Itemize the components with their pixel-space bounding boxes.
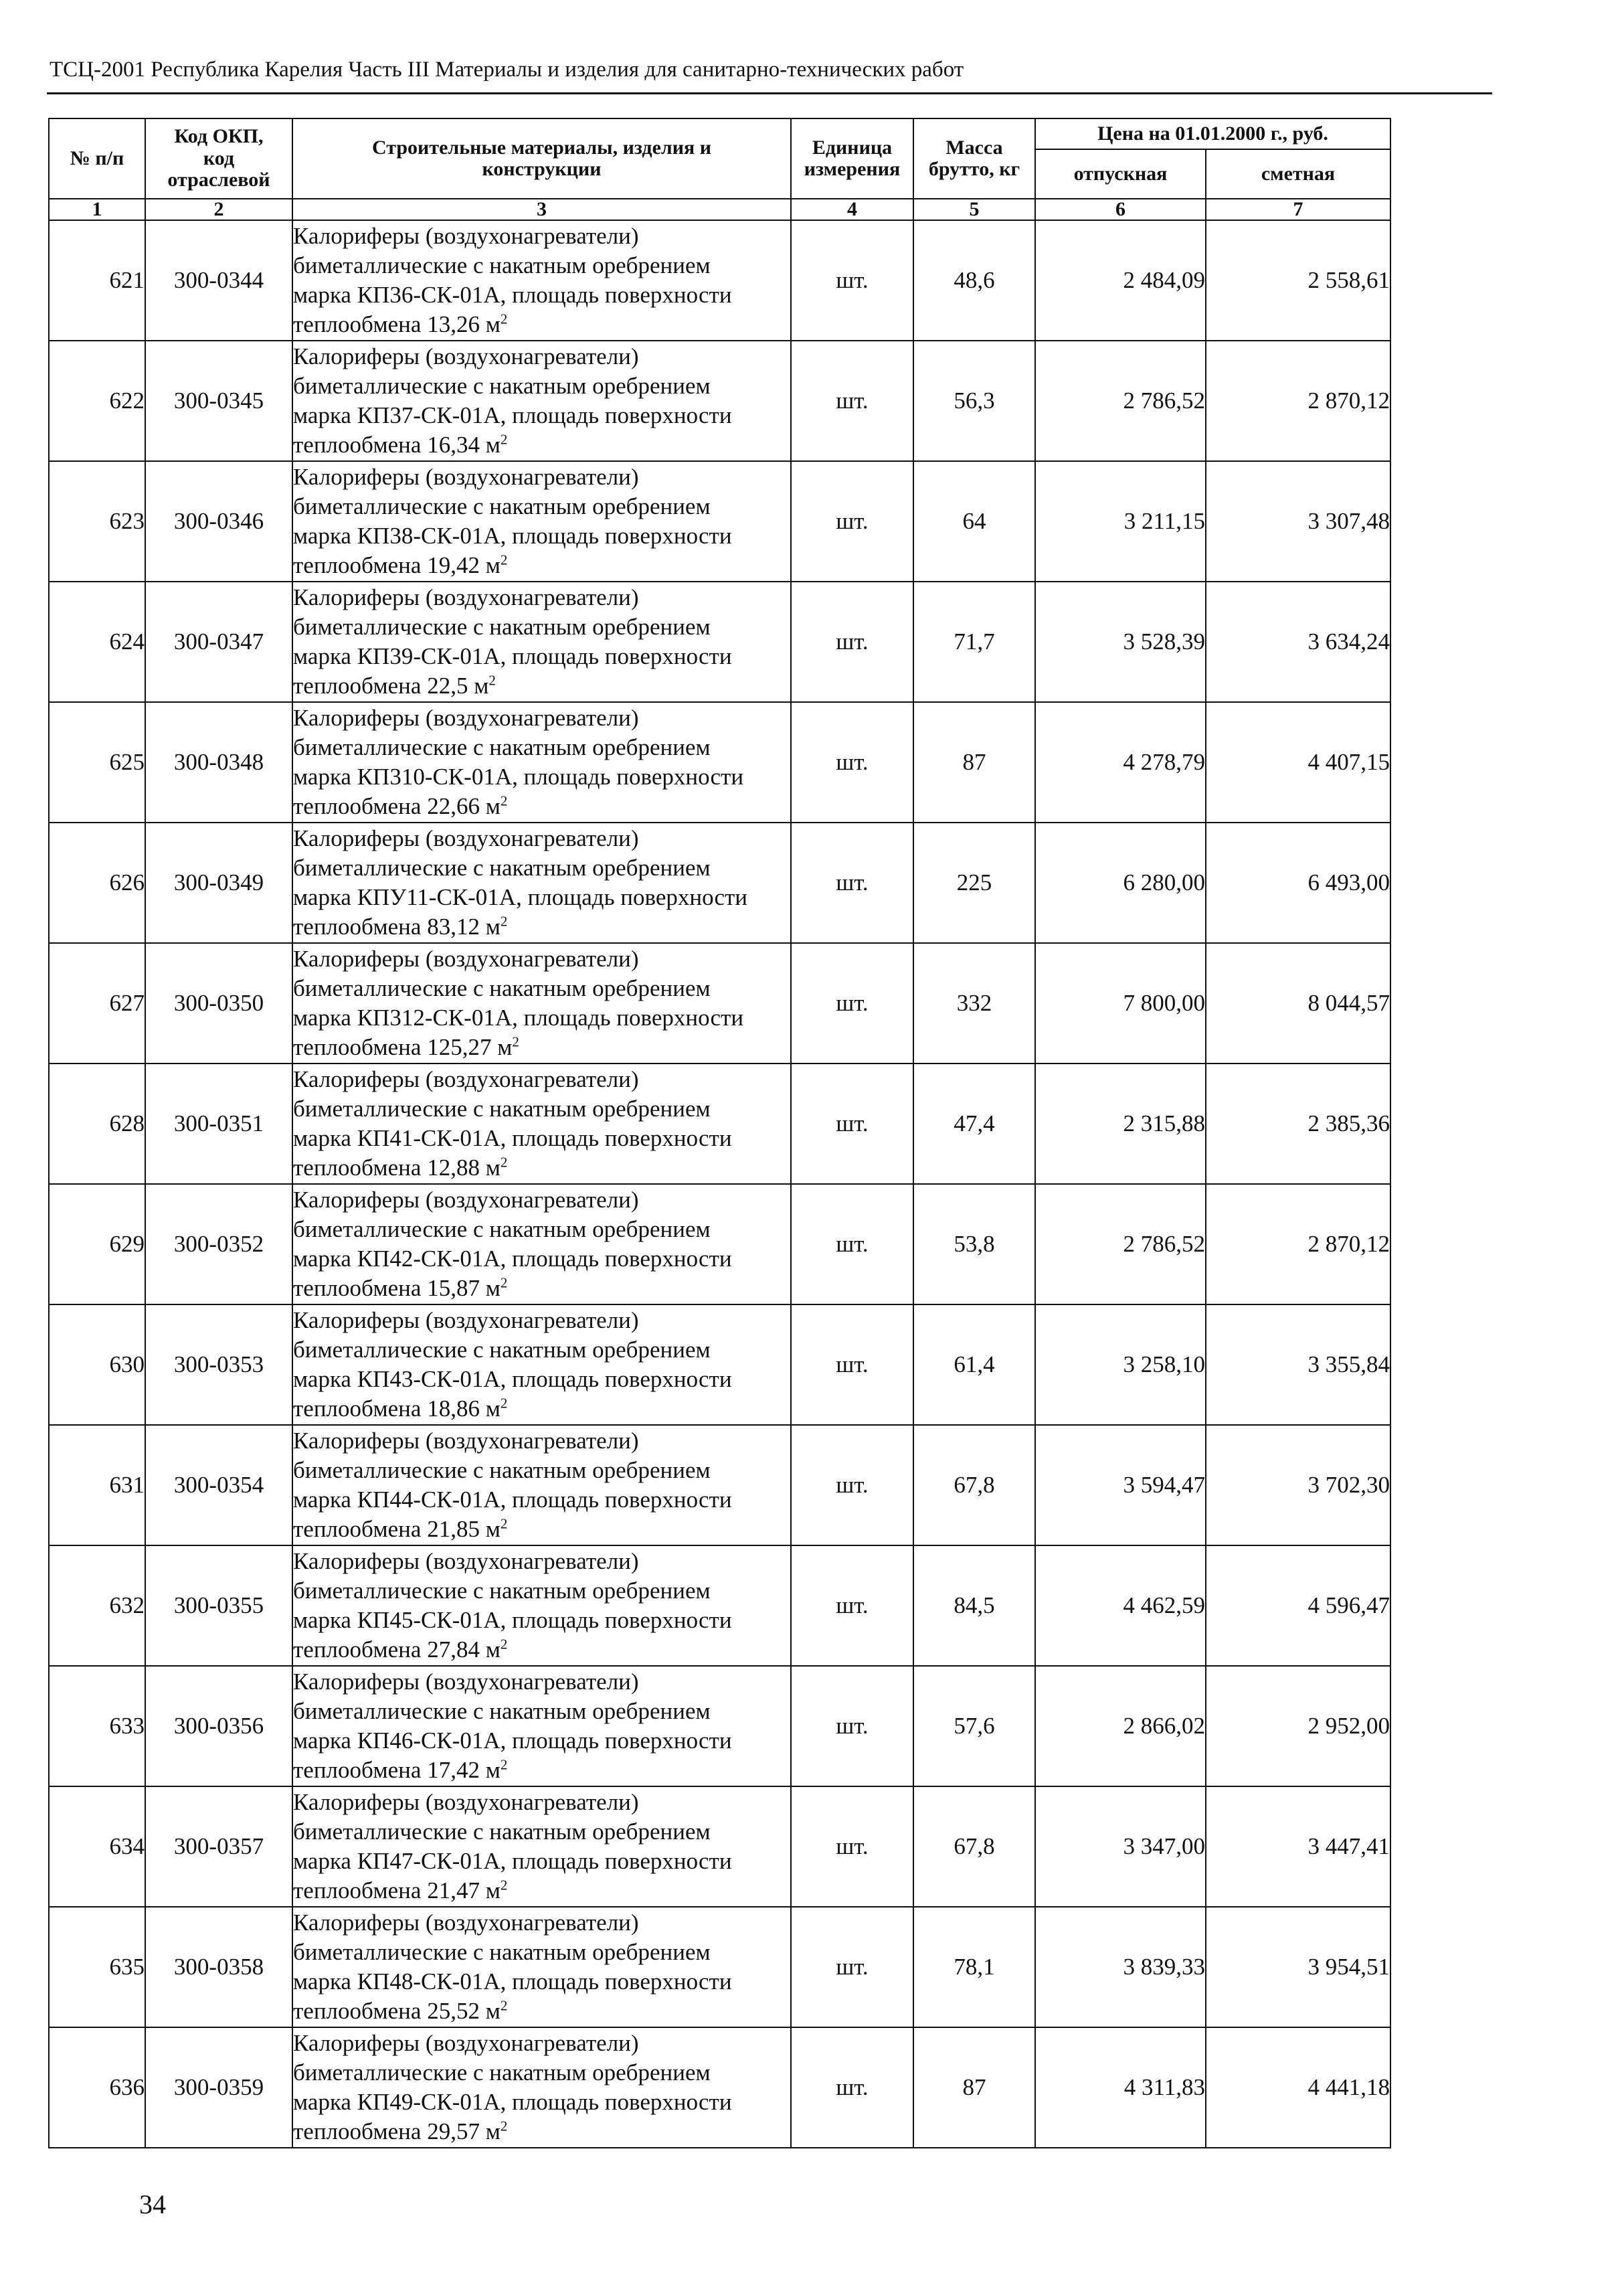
material-description: Калориферы (воздухонагреватели) биметаллические с накатным оребрением марка КП42-СК-01А, площадь поверхности теплообмена 15,87 $м^2$ xyxy=(292,1184,791,1304)
okp-code: 300-0359 xyxy=(145,2027,292,2148)
unit-of-measure: шт. xyxy=(791,461,913,582)
row-number: 628 xyxy=(49,1064,145,1184)
header-unit: Единица измерения xyxy=(791,118,913,199)
release-price: 3 258,10 xyxy=(1035,1304,1206,1425)
row-number: 635 xyxy=(49,1907,145,2027)
table-row xyxy=(49,1425,1390,1545)
header-price-group: Цена на 01.01.2000 г., руб. xyxy=(1035,118,1390,149)
header-num: № п/п xyxy=(49,118,145,199)
unit-of-measure: шт. xyxy=(791,943,913,1064)
unit-of-measure: шт. xyxy=(791,1184,913,1304)
row-number: 632 xyxy=(49,1545,145,1666)
gross-mass: 71,7 xyxy=(913,582,1035,702)
unit-of-measure: шт. xyxy=(791,1907,913,2027)
gross-mass: 53,8 xyxy=(913,1184,1035,1304)
column-number-row xyxy=(49,199,1390,220)
header-rule xyxy=(47,92,1492,94)
row-number: 622 xyxy=(49,341,145,461)
table-row xyxy=(49,582,1390,702)
column-number: 7 xyxy=(1206,199,1390,220)
material-description: Калориферы (воздухонагреватели) биметаллические с накатным оребрением марка КП41-СК-01А, площадь поверхности теплообмена 12,88 $м^2$ xyxy=(292,1064,791,1184)
estimate-price: 6 493,00 xyxy=(1206,823,1390,943)
release-price: 3 839,33 xyxy=(1035,1907,1206,2027)
material-description: Калориферы (воздухонагреватели) биметаллические с накатным оребрением марка КП310-СК-01А, площадь поверхности теплообмена 22,66 $м^2$ xyxy=(292,702,791,823)
release-price: 3 528,39 xyxy=(1035,582,1206,702)
okp-code: 300-0347 xyxy=(145,582,292,702)
release-price: 2 866,02 xyxy=(1035,1666,1206,1786)
release-price: 2 315,88 xyxy=(1035,1064,1206,1184)
material-description: Калориферы (воздухонагреватели) биметаллические с накатным оребрением марка КП43-СК-01А, площадь поверхности теплообмена 18,86 $м^2$ xyxy=(292,1304,791,1425)
table-row xyxy=(49,341,1390,461)
estimate-price: 2 870,12 xyxy=(1206,341,1390,461)
header-material: Строительные материалы, изделия и конструкции xyxy=(292,118,791,199)
table-row xyxy=(49,1064,1390,1184)
estimate-price: 4 407,15 xyxy=(1206,702,1390,823)
gross-mass: 67,8 xyxy=(913,1786,1035,1907)
release-price: 3 211,15 xyxy=(1035,461,1206,582)
estimate-price: 3 355,84 xyxy=(1206,1304,1390,1425)
unit-of-measure: шт. xyxy=(791,341,913,461)
row-number: 627 xyxy=(49,943,145,1064)
gross-mass: 84,5 xyxy=(913,1545,1035,1666)
table-row xyxy=(49,1666,1390,1786)
okp-code: 300-0351 xyxy=(145,1064,292,1184)
estimate-price: 2 558,61 xyxy=(1206,220,1390,341)
materials-price-table xyxy=(48,118,1391,2148)
unit-of-measure: шт. xyxy=(791,1666,913,1786)
column-number: 6 xyxy=(1035,199,1206,220)
row-number: 634 xyxy=(49,1786,145,1907)
table-row xyxy=(49,220,1390,341)
row-number: 623 xyxy=(49,461,145,582)
page-number: 34 xyxy=(139,2189,166,2219)
material-description: Калориферы (воздухонагреватели) биметаллические с накатным оребрением марка КП44-СК-01А, площадь поверхности теплообмена 21,85 $м^2$ xyxy=(292,1425,791,1545)
release-price: 6 280,00 xyxy=(1035,823,1206,943)
material-description: Калориферы (воздухонагреватели) биметаллические с накатным оребрением марка КП47-СК-01А, площадь поверхности теплообмена 21,47 $м^2$ xyxy=(292,1786,791,1907)
table-row xyxy=(49,1304,1390,1425)
unit-of-measure: шт. xyxy=(791,1064,913,1184)
row-number: 626 xyxy=(49,823,145,943)
okp-code: 300-0356 xyxy=(145,1666,292,1786)
page-header-title: ТСЦ-2001 Республика Карелия Часть III Материалы и изделия для санитарно-технических работ xyxy=(50,58,964,82)
okp-code: 300-0358 xyxy=(145,1907,292,2027)
okp-code: 300-0349 xyxy=(145,823,292,943)
material-description: Калориферы (воздухонагреватели) биметаллические с накатным оребрением марка КП48-СК-01А, площадь поверхности теплообмена 25,52 $м^2$ xyxy=(292,1907,791,2027)
okp-code: 300-0352 xyxy=(145,1184,292,1304)
row-number: 625 xyxy=(49,702,145,823)
gross-mass: 225 xyxy=(913,823,1035,943)
unit-of-measure: шт. xyxy=(791,582,913,702)
row-number: 624 xyxy=(49,582,145,702)
gross-mass: 67,8 xyxy=(913,1425,1035,1545)
gross-mass: 87 xyxy=(913,2027,1035,2148)
material-description: Калориферы (воздухонагреватели) биметаллические с накатным оребрением марка КП46-СК-01А, площадь поверхности теплообмена 17,42 $м^2$ xyxy=(292,1666,791,1786)
column-number: 5 xyxy=(913,199,1035,220)
unit-of-measure: шт. xyxy=(791,702,913,823)
estimate-price: 2 385,36 xyxy=(1206,1064,1390,1184)
table-row xyxy=(49,702,1390,823)
row-number: 630 xyxy=(49,1304,145,1425)
release-price: 3 594,47 xyxy=(1035,1425,1206,1545)
table-row xyxy=(49,823,1390,943)
unit-of-measure: шт. xyxy=(791,2027,913,2148)
material-description: Калориферы (воздухонагреватели) биметаллические с накатным оребрением марка КП38-СК-01А, площадь поверхности теплообмена 19,42 $м^2$ xyxy=(292,461,791,582)
row-number: 621 xyxy=(49,220,145,341)
table-row xyxy=(49,1545,1390,1666)
gross-mass: 64 xyxy=(913,461,1035,582)
gross-mass: 48,6 xyxy=(913,220,1035,341)
column-number: 4 xyxy=(791,199,913,220)
header-price-release: отпускная xyxy=(1035,149,1206,199)
row-number: 633 xyxy=(49,1666,145,1786)
okp-code: 300-0345 xyxy=(145,341,292,461)
okp-code: 300-0344 xyxy=(145,220,292,341)
estimate-price: 3 307,48 xyxy=(1206,461,1390,582)
estimate-price: 4 441,18 xyxy=(1206,2027,1390,2148)
gross-mass: 57,6 xyxy=(913,1666,1035,1786)
unit-of-measure: шт. xyxy=(791,1545,913,1666)
okp-code: 300-0348 xyxy=(145,702,292,823)
table-body xyxy=(49,220,1390,2148)
material-description: Калориферы (воздухонагреватели) биметаллические с накатным оребрением марка КП36-СК-01А, площадь поверхности теплообмена 13,26 $м^2$ xyxy=(292,220,791,341)
release-price: 3 347,00 xyxy=(1035,1786,1206,1907)
estimate-price: 3 447,41 xyxy=(1206,1786,1390,1907)
unit-of-measure: шт. xyxy=(791,220,913,341)
okp-code: 300-0350 xyxy=(145,943,292,1064)
table-row xyxy=(49,2027,1390,2148)
estimate-price: 8 044,57 xyxy=(1206,943,1390,1064)
row-number: 629 xyxy=(49,1184,145,1304)
material-description: Калориферы (воздухонагреватели) биметаллические с накатным оребрением марка КП37-СК-01А, площадь поверхности теплообмена 16,34 $м^2$ xyxy=(292,341,791,461)
okp-code: 300-0357 xyxy=(145,1786,292,1907)
estimate-price: 3 634,24 xyxy=(1206,582,1390,702)
unit-of-measure: шт. xyxy=(791,1786,913,1907)
okp-code: 300-0346 xyxy=(145,461,292,582)
estimate-price: 4 596,47 xyxy=(1206,1545,1390,1666)
material-description: Калориферы (воздухонагреватели) биметаллические с накатным оребрением марка КП39-СК-01А, площадь поверхности теплообмена 22,5 $м^2$ xyxy=(292,582,791,702)
table-row xyxy=(49,1184,1390,1304)
release-price: 7 800,00 xyxy=(1035,943,1206,1064)
gross-mass: 47,4 xyxy=(913,1064,1035,1184)
column-number: 1 xyxy=(49,199,145,220)
material-description: Калориферы (воздухонагреватели) биметаллические с накатным оребрением марка КП45-СК-01А, площадь поверхности теплообмена 27,84 $м^2$ xyxy=(292,1545,791,1666)
table-row xyxy=(49,461,1390,582)
gross-mass: 56,3 xyxy=(913,341,1035,461)
row-number: 631 xyxy=(49,1425,145,1545)
header-code: Код ОКП, код отраслевой xyxy=(145,118,292,199)
row-number: 636 xyxy=(49,2027,145,2148)
gross-mass: 87 xyxy=(913,702,1035,823)
release-price: 4 278,79 xyxy=(1035,702,1206,823)
release-price: 2 484,09 xyxy=(1035,220,1206,341)
table-row xyxy=(49,1786,1390,1907)
estimate-price: 3 954,51 xyxy=(1206,1907,1390,2027)
estimate-price: 3 702,30 xyxy=(1206,1425,1390,1545)
release-price: 4 311,83 xyxy=(1035,2027,1206,2148)
release-price: 2 786,52 xyxy=(1035,341,1206,461)
release-price: 2 786,52 xyxy=(1035,1184,1206,1304)
gross-mass: 61,4 xyxy=(913,1304,1035,1425)
column-number: 2 xyxy=(145,199,292,220)
material-description: Калориферы (воздухонагреватели) биметаллические с накатным оребрением марка КП312-СК-01А, площадь поверхности теплообмена 125,27 $м^2$ xyxy=(292,943,791,1064)
table-row xyxy=(49,1907,1390,2027)
okp-code: 300-0354 xyxy=(145,1425,292,1545)
material-description: Калориферы (воздухонагреватели) биметаллические с накатным оребрением марка КПУ11-СК-01А, площадь поверхности теплообмена 83,12 $м^2$ xyxy=(292,823,791,943)
release-price: 4 462,59 xyxy=(1035,1545,1206,1666)
material-description: Калориферы (воздухонагреватели) биметаллические с накатным оребрением марка КП49-СК-01А, площадь поверхности теплообмена 29,57 $м^2$ xyxy=(292,2027,791,2148)
unit-of-measure: шт. xyxy=(791,1304,913,1425)
estimate-price: 2 952,00 xyxy=(1206,1666,1390,1786)
gross-mass: 78,1 xyxy=(913,1907,1035,2027)
column-number: 3 xyxy=(292,199,791,220)
unit-of-measure: шт. xyxy=(791,823,913,943)
unit-of-measure: шт. xyxy=(791,1425,913,1545)
estimate-price: 2 870,12 xyxy=(1206,1184,1390,1304)
okp-code: 300-0353 xyxy=(145,1304,292,1425)
table-row xyxy=(49,943,1390,1064)
header-price-estimate: сметная xyxy=(1206,149,1390,199)
gross-mass: 332 xyxy=(913,943,1035,1064)
header-mass: Масса брутто, кг xyxy=(913,118,1035,199)
table-header-row xyxy=(49,118,1390,149)
okp-code: 300-0355 xyxy=(145,1545,292,1666)
